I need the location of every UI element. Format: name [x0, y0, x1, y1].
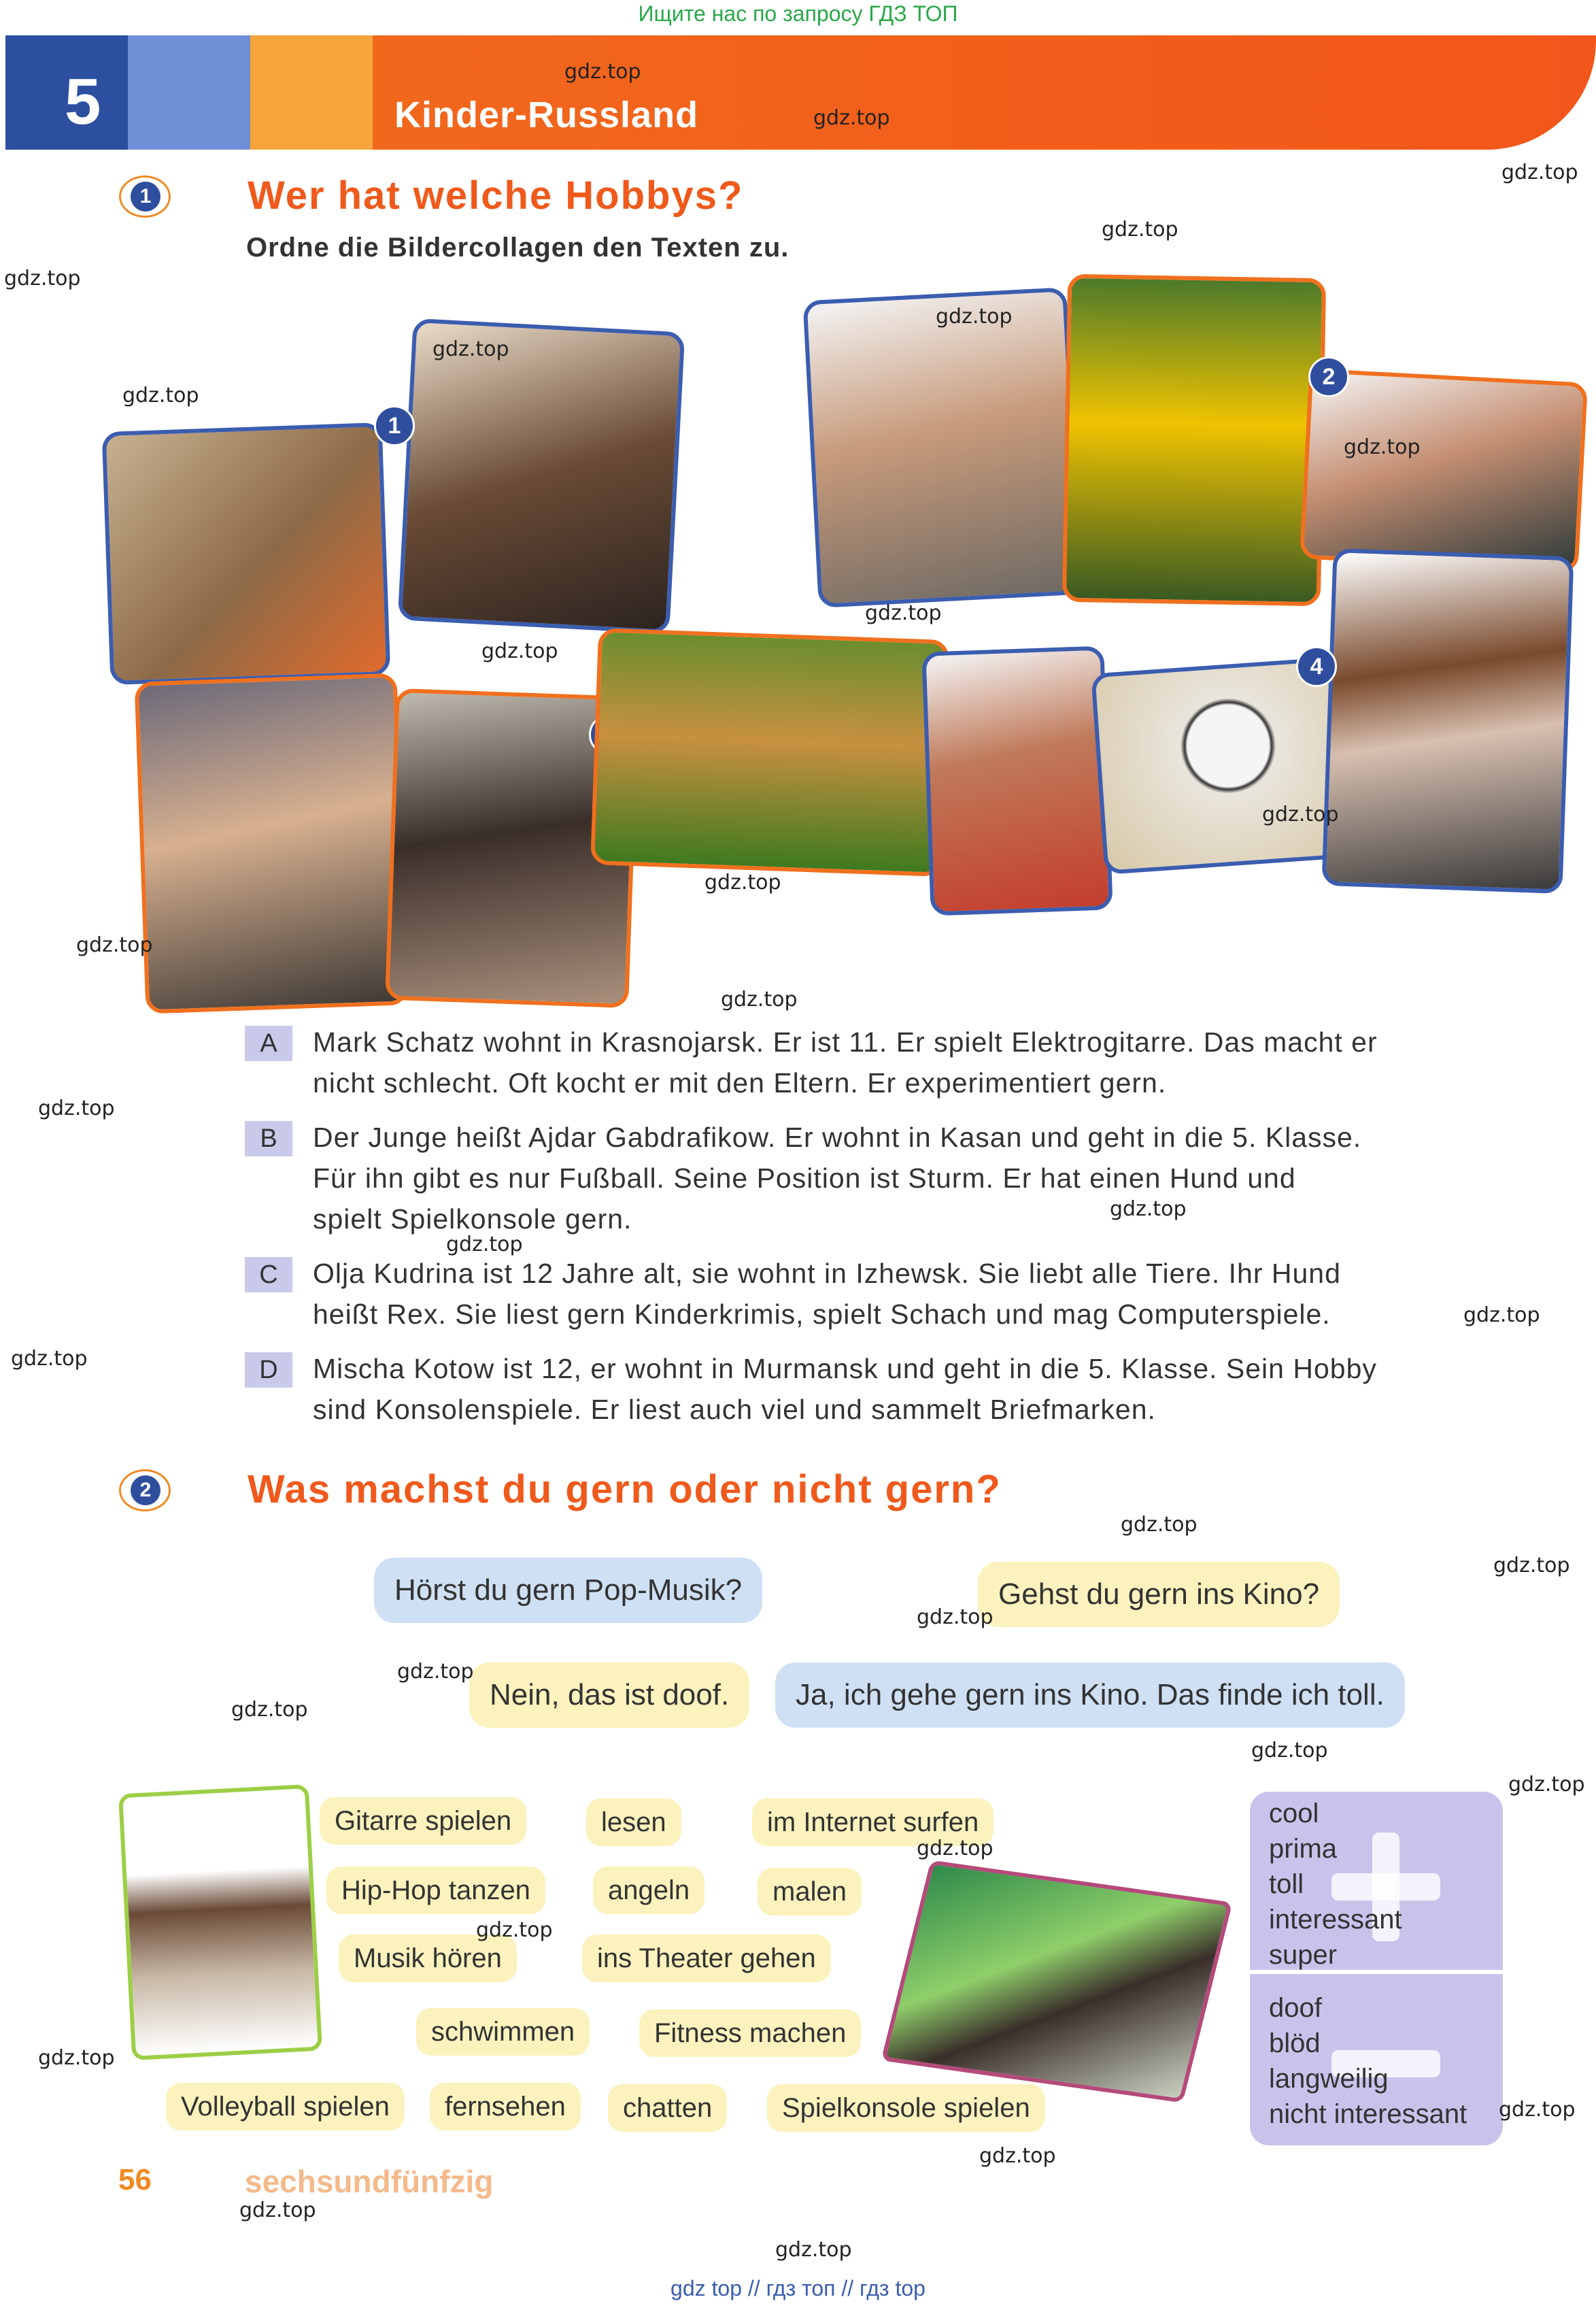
- watermark: gdz.top: [865, 601, 942, 625]
- chapter-title: Kinder-Russland: [394, 95, 699, 135]
- activity-hiphop: Hip-Hop tanzen: [326, 1867, 545, 1914]
- activity-schwimmen: schwimmen: [416, 2008, 590, 2056]
- watermark: gdz.top: [38, 1097, 115, 1120]
- watermark: gdz.top: [721, 988, 798, 1011]
- photo-stamps-magnifier: [1091, 657, 1345, 875]
- watermark: gdz.top: [481, 639, 558, 663]
- photo-book-boy: [1321, 548, 1574, 894]
- activity-fernsehen: fernsehen: [430, 2083, 581, 2130]
- watermark: gdz.top: [704, 871, 781, 894]
- activity-volleyball: Volleyball spielen: [166, 2083, 405, 2130]
- positive-prima: prima: [1269, 1834, 1338, 1864]
- watermark: gdz.top: [1463, 1303, 1540, 1327]
- watermark: gdz.top: [1110, 1197, 1187, 1221]
- activity-musik: Musik hören: [339, 1935, 517, 1982]
- watermark: gdz.top: [432, 337, 509, 361]
- text-c: Olja Kudrina ist 12 Jahre alt, sie wohnt in Izhewsk. Sie liebt alle Tiere. Ihr Hund heißt Rex. Sie liest gern Kinderkrimis, spielt Schach und mag Computerspiele.: [313, 1258, 1341, 1330]
- exercise-1-title: Wer hat welche Hobbys?: [248, 173, 744, 218]
- watermark: gdz.top: [917, 1837, 994, 1860]
- negative-doof: doof: [1269, 1993, 1322, 2023]
- footer-links: gdz top // гдз топ // гдз top: [670, 2276, 926, 2300]
- activity-malen: malen: [758, 1868, 862, 1915]
- chapter-header: [5, 35, 1596, 150]
- photo-controller-boy: [1300, 368, 1588, 573]
- watermark: gdz.top: [775, 2238, 852, 2262]
- photo-number-1: 1: [374, 405, 415, 446]
- bubble-kino-answer: Ja, ich gehe gern ins Kino. Das finde ich toll.: [775, 1662, 1405, 1728]
- photo-painting: [881, 1860, 1232, 2103]
- negative-bloed: blöd: [1269, 2028, 1321, 2058]
- exercise-2-badge: 2: [119, 1469, 171, 1511]
- watermark: gdz.top: [1251, 1739, 1328, 1762]
- watermark: gdz.top: [231, 1698, 308, 1722]
- text-letter-b: B: [245, 1121, 292, 1156]
- watermark: gdz.top: [476, 1918, 553, 1942]
- watermark: gdz.top: [936, 305, 1013, 329]
- page-number-word: sechsundfünfzig: [245, 2164, 494, 2199]
- watermark: gdz.top: [122, 384, 199, 407]
- bubble-kino-question: Gehst du gern ins Kino?: [978, 1562, 1340, 1627]
- top-note: Ищите нас по запросу ГДЗ ТОП: [638, 1, 958, 26]
- photo-girl-dog: [590, 628, 949, 877]
- positive-toll: toll: [1269, 1869, 1304, 1899]
- watermark: gdz.top: [239, 2198, 316, 2222]
- watermark: gdz.top: [1499, 2098, 1576, 2122]
- photo-computer-girl: [135, 673, 409, 1014]
- negative-langweilig: langweilig: [1269, 2064, 1389, 2094]
- positive-cool: cool: [1269, 1798, 1319, 1828]
- activity-internet: im Internet surfen: [752, 1798, 994, 1846]
- text-a: Mark Schatz wohnt in Krasnojarsk. Er ist 11. Er spielt Elektrogitarre. Das macht er nicht schlecht. Oft kocht er mit den Eltern. Er experimentiert gern.: [313, 1026, 1378, 1099]
- watermark: gdz.top: [1262, 803, 1339, 826]
- activity-spielkonsole: Spielkonsole spielen: [767, 2084, 1045, 2132]
- photo-number-4: 4: [1296, 646, 1337, 687]
- bubble-doof: Nein, das ist doof.: [469, 1662, 749, 1728]
- negative-nicht-interessant: nicht interessant: [1269, 2099, 1467, 2129]
- watermark: gdz.top: [564, 60, 641, 84]
- photo-cooking: [102, 422, 391, 685]
- activity-lesen: lesen: [586, 1798, 681, 1846]
- photo-boy-dog: [1062, 274, 1326, 607]
- photo-number-2: 2: [1308, 356, 1349, 397]
- watermark: gdz.top: [1121, 1513, 1198, 1537]
- activity-chatten: chatten: [608, 2084, 727, 2132]
- watermark: gdz.top: [76, 933, 153, 957]
- photo-hiphop: [118, 1784, 322, 2060]
- activity-fitness: Fitness machen: [639, 2009, 861, 2057]
- chapter-number: 5: [65, 65, 101, 138]
- plus-icon-bar: [1331, 1873, 1440, 1901]
- positive-super: super: [1269, 1940, 1338, 1970]
- photo-guitar-boy: [398, 318, 685, 634]
- watermark: gdz.top: [979, 2144, 1056, 2168]
- watermark: gdz.top: [1344, 435, 1421, 459]
- page-number: 56: [118, 2163, 152, 2196]
- watermark: gdz.top: [11, 1347, 88, 1371]
- watermark: gdz.top: [1493, 1554, 1570, 1577]
- exercise-1-subtitle: Ordne die Bildercollagen den Texten zu.: [246, 233, 789, 263]
- activity-angeln: angeln: [593, 1867, 704, 1914]
- watermark: gdz.top: [397, 1660, 474, 1684]
- text-letter-c: C: [245, 1257, 292, 1292]
- exercise-2-title: Was machst du gern oder nicht gern?: [248, 1467, 1002, 1511]
- watermark: gdz.top: [917, 1605, 994, 1629]
- watermark: gdz.top: [4, 267, 81, 290]
- bubble-pop-musik: Hörst du gern Pop-Musik?: [374, 1558, 762, 1623]
- watermark: gdz.top: [1501, 161, 1578, 184]
- text-letter-d: D: [245, 1352, 292, 1388]
- photo-football-boy: [802, 287, 1082, 608]
- text-letter-a: A: [245, 1026, 292, 1061]
- text-b: Der Junge heißt Ajdar Gabdrafikow. Er wohnt in Kasan und geht in die 5. Klasse. Für ihn gibt es nur Fußball. Seine Position ist Sturm. Er hat einen Hund und spielt Spielkonsole gern.: [313, 1122, 1362, 1235]
- positive-interessant: interessant: [1269, 1905, 1402, 1935]
- watermark: gdz.top: [1508, 1773, 1585, 1796]
- exercise-1-badge: 1: [119, 175, 171, 218]
- photo-gamepad-boy: [921, 646, 1113, 916]
- activity-gitarre: Gitarre spielen: [320, 1797, 526, 1845]
- opinion-box: [1250, 1792, 1503, 2145]
- watermark: gdz.top: [1102, 218, 1178, 241]
- activity-theater: ins Theater gehen: [582, 1935, 831, 1982]
- text-d: Mischa Kotow ist 12, er wohnt in Murmansk und geht in die 5. Klasse. Sein Hobby sind Konsolenspiele. Er liest auch viel und sammelt Briefmarken.: [313, 1353, 1377, 1425]
- watermark: gdz.top: [813, 106, 890, 130]
- watermark: gdz.top: [446, 1233, 523, 1256]
- watermark: gdz.top: [38, 2046, 115, 2070]
